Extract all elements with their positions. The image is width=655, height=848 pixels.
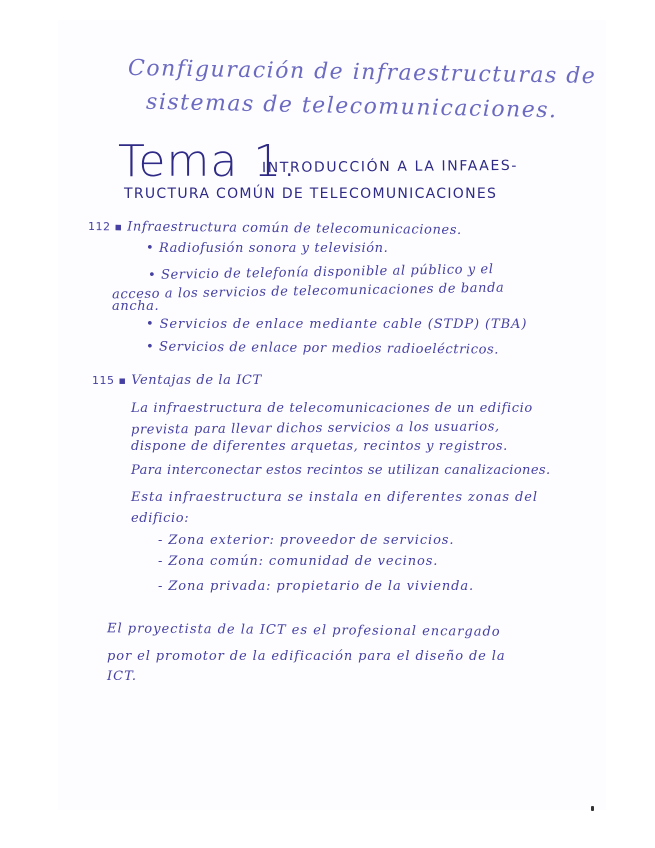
section1-header — [88, 220, 462, 237]
section2-paragraph1-line-3: dispone de diferentes arquetas, recintos y registros. — [131, 439, 508, 454]
section1-bullet-2-cont-2: ancha. — [112, 299, 160, 314]
section1-bullet-4: • Servicios de enlace por medios radioeléctricos. — [145, 339, 500, 358]
section2-title: Ventajas de la ICT — [131, 373, 262, 388]
tema-caption-line-1: INTRODUCCIÓN A LA INFAAES- — [261, 157, 519, 177]
zone-exterior: - Zona exterior: proveedor de servicios. — [158, 533, 455, 548]
section1-title: Infraestructura común de telecomunicaciones. — [127, 219, 462, 238]
section2-paragraph1-line-1: La infraestructura de telecomunicaciones de un edificio — [131, 401, 533, 416]
tema-title: Tema 1. — [118, 136, 298, 187]
heading-line-2: sistemas de telecomunicaciones. — [145, 89, 558, 124]
section1-number: 112 ▪ — [87, 220, 123, 234]
section2-paragraph2: Para interconectar estos recintos se utilizan canalizaciones. — [131, 463, 551, 478]
section1-bullet-1: • Radiofusión sonora y televisión. — [146, 241, 389, 256]
zone-comun: - Zona común: comunidad de vecinos. — [158, 554, 439, 569]
scan-speck — [591, 806, 594, 811]
zone-privada: - Zona privada: propietario de la vivienda. — [158, 579, 475, 594]
tema-caption-line-2: TRUCTURA COMÚN DE TELECOMUNICACIONES — [124, 186, 498, 202]
section2-paragraph1-line-2: prevista para llevar dichos servicios a los usuarios, — [130, 419, 500, 438]
section1-bullet-2: • Servicio de telefonía disponible al público y el — [147, 261, 494, 284]
closing-line-1: El proyectista de la ICT es el profesional encargado — [106, 621, 501, 640]
section2-paragraph3-line-2: edificio: — [131, 511, 190, 526]
section1-bullet-3: • Servicios de enlace mediante cable (STDP) (TBA) — [146, 317, 528, 332]
closing-line-3: ICT. — [107, 669, 137, 684]
section2-number: 115 ▪ — [92, 374, 127, 387]
closing-line-2: por el promotor de la edificación para el diseño de la — [107, 649, 506, 664]
section2-paragraph3-line-1: Esta infraestructura se instala en diferentes zonas del — [131, 490, 538, 505]
section1-bullet-2-cont-1: acceso a los servicios de telecomunicaciones de banda — [111, 280, 505, 303]
heading-line-1: Configuración de infraestructuras de — [127, 55, 597, 90]
section2-header — [92, 374, 262, 387]
